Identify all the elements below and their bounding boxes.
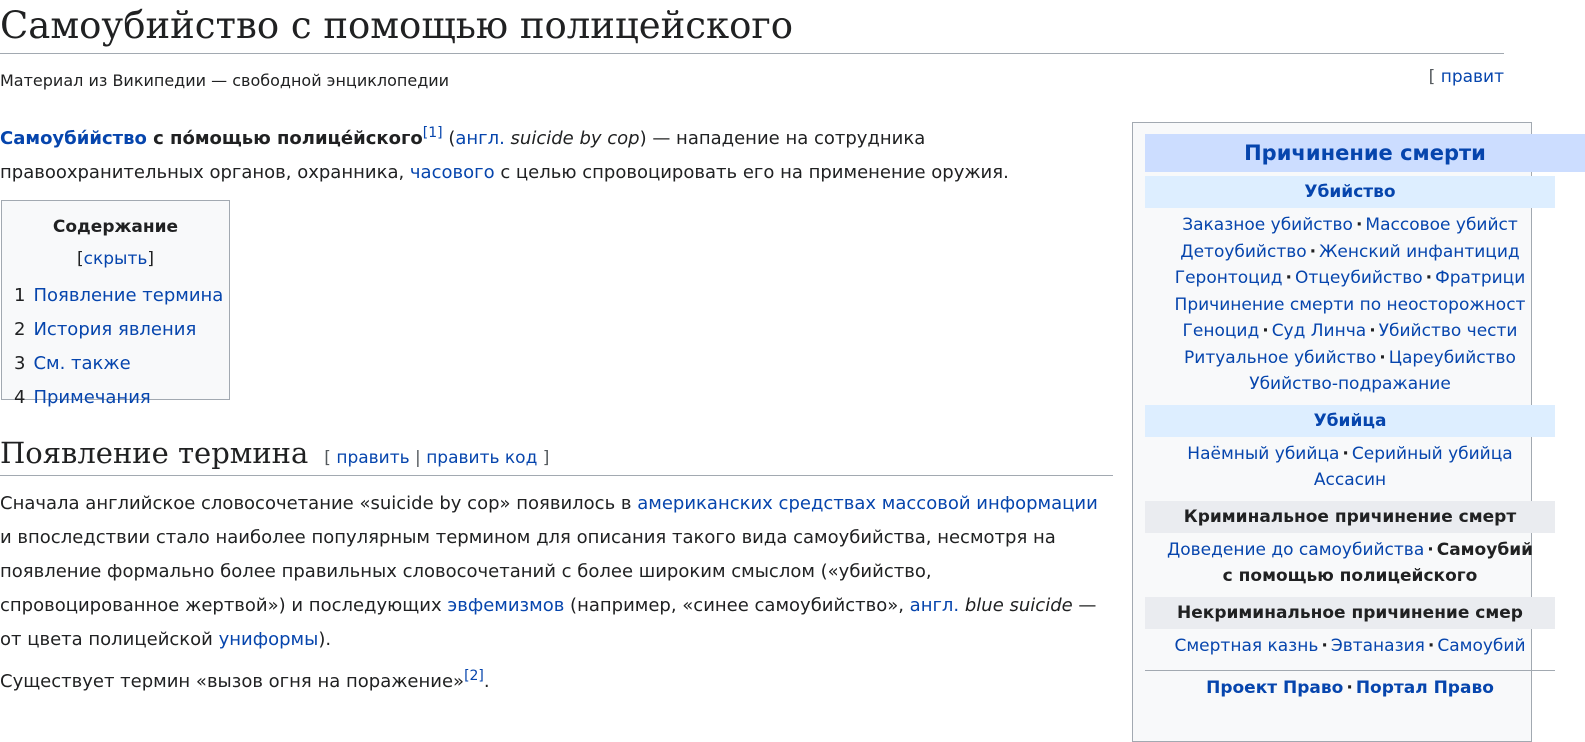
section-edit-code-link[interactable]: править код — [426, 448, 538, 468]
section-edit-link[interactable]: править — [336, 448, 410, 468]
nav-link[interactable]: Убийство чести — [1378, 321, 1518, 341]
navbox-group-header — [1145, 176, 1555, 208]
nav-link[interactable]: Самоубий — [1437, 635, 1526, 656]
toc-item[interactable] — [14, 279, 224, 313]
toc-item[interactable] — [14, 347, 217, 381]
section-paragraph — [0, 487, 1115, 657]
navbox-list — [1145, 533, 1555, 593]
navbox-group-header: Криминальное причинение смерт — [1145, 501, 1555, 533]
toc-link[interactable]: См. также — [33, 353, 131, 374]
page-title: Самоубийство с помощью полицейского — [0, 0, 1504, 54]
navbox-row — [1145, 265, 1555, 292]
navbox-list — [1145, 208, 1555, 401]
nav-link[interactable]: Геронтоцид — [1174, 268, 1283, 288]
text: . — [483, 671, 490, 692]
bracket: [ — [76, 249, 84, 269]
nav-link[interactable]: Ритуальное убийство — [1184, 347, 1377, 368]
term-blue-suicide: blue suicide — [959, 595, 1073, 616]
dot: · — [1342, 443, 1349, 464]
toc-link[interactable]: История явления — [33, 319, 197, 340]
section-edit-links — [324, 448, 549, 468]
toc-title: Содержание — [52, 217, 179, 237]
link-euphemisms[interactable]: эвфемизмов — [447, 595, 565, 616]
navbox-footer — [1145, 670, 1555, 705]
dot: · — [1379, 347, 1386, 368]
section-title: Появление термина — [0, 436, 309, 470]
nav-link[interactable]: Фратрици — [1435, 268, 1526, 288]
navbox-group-header: Некриминальное причинение смер — [1145, 597, 1555, 629]
term-english: suicide by cop — [504, 128, 640, 149]
nav-link[interactable]: Смертная казнь — [1174, 635, 1319, 656]
navbox-row — [1145, 318, 1555, 345]
dot: · — [1369, 321, 1376, 341]
group-link-murder[interactable]: Убийство — [1304, 182, 1396, 202]
navbox-list — [1145, 437, 1555, 497]
navbox-row — [1145, 467, 1555, 494]
text: с целью спровоцировать его на применение оружия. — [494, 162, 1009, 183]
navbox-list — [1145, 629, 1555, 663]
bracket: [ — [324, 448, 337, 468]
navbox-row — [1145, 633, 1555, 660]
group-link-killer[interactable]: Убийца — [1313, 410, 1387, 431]
link-uniform[interactable]: униформы — [218, 629, 319, 650]
navbox-row — [1145, 441, 1555, 468]
toc-number: 4 — [14, 387, 26, 408]
edit-link[interactable]: правит — [1440, 67, 1504, 87]
navbox-row — [1145, 239, 1555, 266]
dot: · — [1321, 635, 1328, 656]
ref-1[interactable]: [1] — [422, 125, 443, 141]
ref-2[interactable]: [2] — [464, 668, 484, 684]
nav-link[interactable]: Цареубийство — [1388, 347, 1516, 368]
text: Сначала английское словосочетание «suicide by cop» появилось в — [0, 493, 638, 514]
table-of-contents — [1, 200, 230, 408]
nav-link[interactable]: Отцеубийство — [1294, 268, 1423, 288]
link-guard[interactable]: часового — [409, 162, 495, 183]
current-article: с помощью полицейского — [1222, 566, 1478, 586]
section-paragraph-2 — [0, 665, 1115, 699]
navbox-row — [1145, 371, 1555, 398]
text: Существует термин «вызов огня на поражение» — [0, 671, 465, 692]
nav-link[interactable]: Женский инфантицид — [1319, 241, 1520, 262]
text: ) — нападение на сотрудника правоохранительных органов, охранника, — [0, 128, 926, 183]
toc-item[interactable] — [14, 381, 217, 415]
site-tagline: Материал из Википедии — свободной энциклопедии — [0, 71, 450, 90]
text: ( — [442, 128, 456, 149]
toc-heading — [14, 211, 217, 275]
text: и впоследствии стало наиболее популярным термином для описания такого вида самоубийства, несмотря на появление формально более правильных словосочетаний с более широким смыслом («убийство, спровоцированное жертвой») и последующих — [0, 527, 1056, 616]
navbox-row — [1145, 563, 1555, 590]
nav-link[interactable]: Убийство-подражание — [1249, 374, 1451, 394]
dot: · — [1425, 268, 1433, 288]
text: (например, «синее самоубийство», — [564, 595, 910, 616]
link-english-2[interactable]: англ. — [909, 595, 960, 616]
separator: | — [409, 448, 427, 468]
nav-link[interactable]: Причинение смерти по неосторожност — [1174, 294, 1526, 315]
text: ). — [318, 629, 332, 650]
dot: · — [1355, 215, 1363, 235]
navbox-row — [1145, 345, 1555, 372]
top-edit-link-area — [1429, 66, 1504, 88]
nav-link[interactable]: Эвтаназия — [1330, 635, 1425, 656]
nav-link[interactable]: Массовое убийст — [1365, 215, 1518, 235]
dot: · — [1346, 678, 1353, 698]
toc-item[interactable] — [14, 313, 217, 347]
text: — от цвета полицейской — [0, 595, 1097, 650]
dot: · — [1427, 635, 1435, 656]
portal-law-link[interactable]: Портал Право — [1355, 678, 1494, 698]
toc-hide-toggle[interactable]: скрыть — [83, 249, 148, 269]
toc-link[interactable]: Примечания — [33, 387, 151, 408]
dot: · — [1309, 241, 1317, 262]
navbox-group-header — [1145, 405, 1555, 437]
project-law-link[interactable]: Проект Право — [1206, 678, 1344, 698]
nav-link[interactable]: Заказное убийство — [1182, 215, 1353, 235]
dot: · — [1262, 321, 1269, 341]
link-suicide[interactable]: Самоуби́йство — [0, 128, 147, 149]
nav-link[interactable]: Серийный убийца — [1351, 443, 1513, 464]
navbox — [1132, 122, 1532, 742]
section-heading — [0, 432, 1113, 476]
nav-link[interactable]: Ассасин — [1313, 470, 1387, 490]
toc-list — [14, 279, 224, 415]
toc-number: 2 — [14, 319, 26, 340]
dot: · — [1427, 539, 1434, 560]
dot: · — [1285, 268, 1292, 288]
bracket: ] — [147, 249, 155, 269]
bracket: [ — [1428, 67, 1436, 87]
link-english[interactable]: англ. — [455, 128, 505, 149]
nav-link[interactable]: Наёмный убийца — [1187, 443, 1340, 464]
bracket: ] — [537, 448, 550, 468]
navbox-row — [1145, 292, 1555, 319]
nav-link[interactable]: Суд Линча — [1271, 321, 1367, 341]
navbox-title-link[interactable]: Причинение смерти — [1244, 141, 1486, 165]
navbox-title — [1145, 134, 1585, 172]
toc-number: 1 — [14, 285, 26, 306]
toc-link[interactable]: Появление термина — [33, 285, 224, 306]
navbox-row — [1145, 537, 1555, 564]
link-us-media[interactable]: американских средствах массовой информации — [637, 493, 1098, 514]
bold-title-rest: с по́мощью полице́йского — [146, 128, 423, 149]
nav-link[interactable]: Геноцид — [1182, 321, 1260, 341]
nav-link[interactable]: Доведение до самоубийства — [1166, 539, 1425, 560]
navbox-row — [1145, 212, 1555, 239]
nav-link[interactable]: Детоубийство — [1180, 241, 1307, 262]
current-article: Самоубий — [1436, 539, 1534, 560]
toc-number: 3 — [14, 353, 26, 374]
intro-paragraph — [0, 122, 1115, 190]
